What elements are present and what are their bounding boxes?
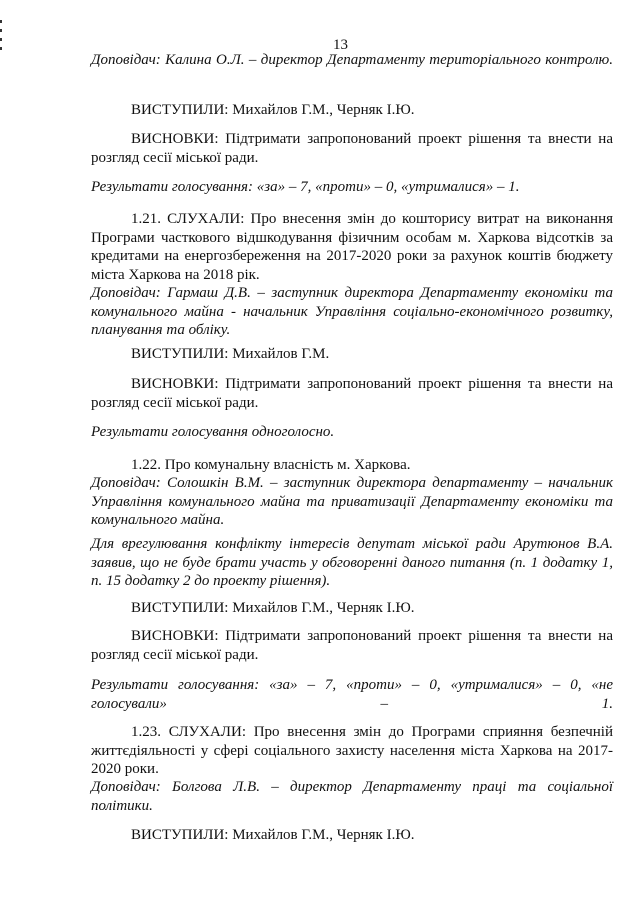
speakers-line: ВИСТУПИЛИ: Михайлов Г.М., Черняк І.Ю. bbox=[131, 600, 415, 616]
conclusions-paragraph: ВИСНОВКИ: Підтримати запропонований проект рішення та внести на розгляд сесії міської ради. bbox=[91, 376, 613, 411]
speaker-line: Доповідач: Солошкін В.М. – заступник директора департаменту – начальник Управління комунального майна та приватизації Департаменту економіки та комунального майна. bbox=[91, 475, 613, 528]
speakers-line: ВИСТУПИЛИ: Михайлов Г.М. bbox=[131, 346, 330, 362]
scan-edge-marks bbox=[0, 20, 3, 60]
agenda-item-1-21: 1.21. СЛУХАЛИ: Про внесення змін до кошторису витрат на виконання Програми часткового відшкодування фізичним особам м. Харкова відсотків за кредитами на енергозбереження на 2017-2020 роки за рахунок коштів бюджету міста Харкова на 2018 рік. bbox=[91, 211, 613, 283]
speaker-line: Доповідач: Калина О.Л. – директор Департаменту територіального контролю. bbox=[91, 52, 613, 68]
speakers-line: ВИСТУПИЛИ: Михайлов Г.М., Черняк І.Ю. bbox=[131, 827, 415, 843]
speaker-line: Доповідач: Болгова Л.В. – директор Департаменту праці та соціальної політики. bbox=[91, 779, 613, 814]
conclusions-paragraph: ВИСНОВКИ: Підтримати запропонований проект рішення та внести на розгляд сесії міської ради. bbox=[91, 131, 613, 166]
page-number: 13 bbox=[333, 37, 348, 53]
conclusions-paragraph: ВИСНОВКИ: Підтримати запропонований проект рішення та внести на розгляд сесії міської ради. bbox=[91, 628, 613, 663]
vote-results: Результати голосування одноголосно. bbox=[91, 424, 335, 440]
speakers-line: ВИСТУПИЛИ: Михайлов Г.М., Черняк І.Ю. bbox=[131, 102, 415, 118]
agenda-item-1-23: 1.23. СЛУХАЛИ: Про внесення змін до Програми сприяння безпечній життєдіяльності у сфері соціального захисту населення міста Харкова на 2017-2020 роки. bbox=[91, 724, 613, 777]
agenda-item-1-22: 1.22. Про комунальну власність м. Харкова. bbox=[131, 457, 411, 473]
vote-results: Результати голосування: «за» – 7, «проти» – 0, «утрималися» – 0, «не голосували» – 1. bbox=[91, 677, 613, 712]
conflict-of-interest-note: Для врегулювання конфлікту інтересів депутат міської ради Арутюнов В.А. заявив, що не буде брати участь у обговоренні даного питання (п. 1 додатку 1, п. 15 додатку 2 до проекту рішення). bbox=[91, 536, 613, 589]
speaker-line: Доповідач: Гармаш Д.В. – заступник директора Департаменту економіки та комунального майна - начальник Управління соціально-економічного розвитку, планування та обліку. bbox=[91, 285, 613, 338]
vote-results: Результати голосування: «за» – 7, «проти» – 0, «утрималися» – 1. bbox=[91, 179, 520, 195]
